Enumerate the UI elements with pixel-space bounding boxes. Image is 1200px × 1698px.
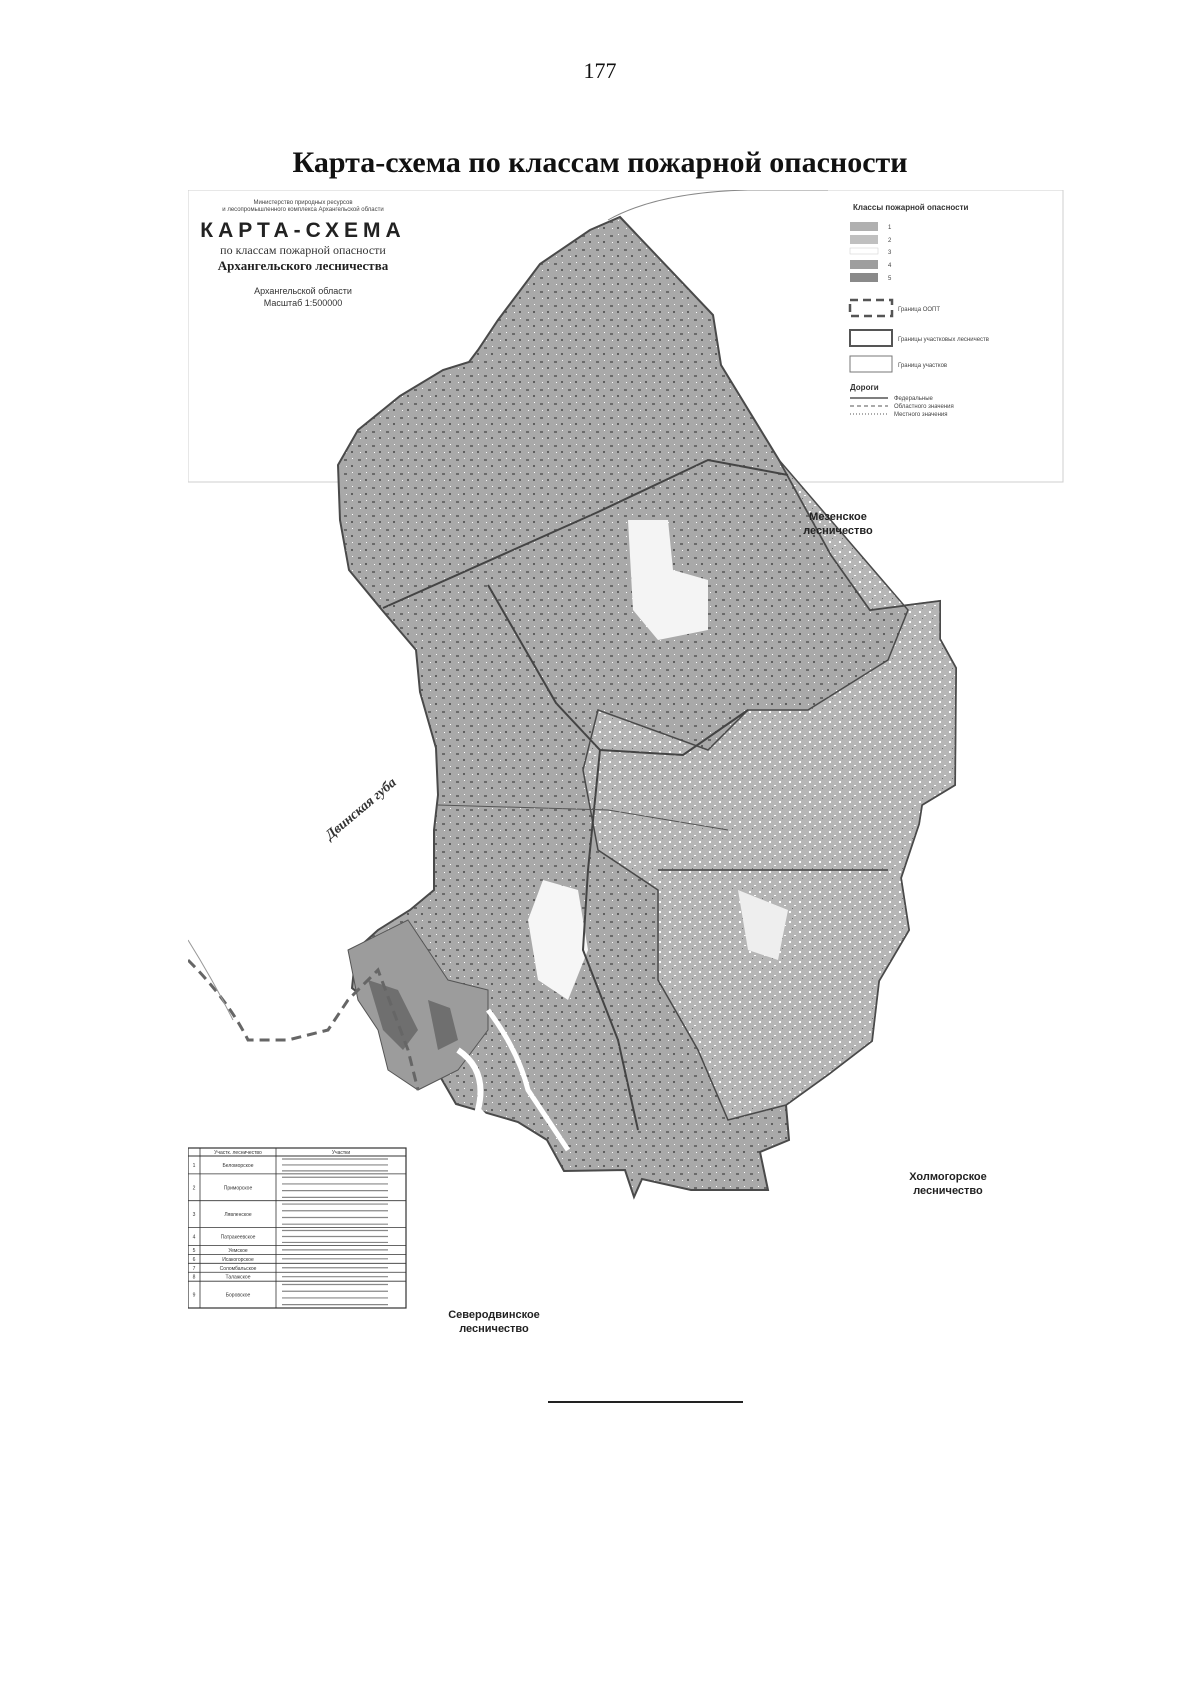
fire-hazard-map bbox=[188, 190, 1064, 1370]
neighbor-mezen-line2: лесничество bbox=[803, 525, 873, 537]
legend-road-local: Местного значения bbox=[894, 412, 948, 418]
legend-swatch-plot bbox=[850, 356, 892, 372]
org-line-2: и лесопромышленного комплекса Архангельской области bbox=[222, 207, 384, 213]
neighbor-severodvinsk-line2: лесничество bbox=[459, 1323, 529, 1335]
legend-swatch-class-1 bbox=[850, 222, 878, 231]
neighbor-mezen-line1: Мезенское bbox=[809, 511, 867, 523]
districts-table bbox=[188, 1148, 406, 1308]
map-title: КАРТА-СХЕМА bbox=[200, 219, 406, 242]
map-title-block bbox=[200, 200, 405, 308]
neighbor-kholmogory-line1: Холмогорское bbox=[909, 1171, 987, 1183]
table-row-number: 1 bbox=[192, 1162, 196, 1169]
table-row-number: 4 bbox=[192, 1234, 196, 1241]
legend-class-2: 2 bbox=[888, 238, 892, 244]
legend-swatch-oopt bbox=[850, 300, 892, 316]
table-row-name: Беломорское bbox=[222, 1162, 254, 1169]
table-row-number: 9 bbox=[192, 1292, 196, 1299]
table-row-name: Лявленское bbox=[224, 1212, 252, 1219]
map-legend bbox=[850, 203, 989, 418]
table-header-plots: Участки bbox=[331, 1150, 351, 1156]
legend-swatch-class-5 bbox=[850, 273, 878, 282]
legend-swatch-district bbox=[850, 330, 892, 346]
legend-road-regional: Областного значения bbox=[894, 404, 954, 410]
neighbor-kholmogory-line2: лесничество bbox=[913, 1185, 983, 1197]
table-row-number: 6 bbox=[192, 1256, 196, 1263]
map-scale: Масштаб 1:500000 bbox=[263, 298, 343, 308]
neighbor-severodvinsk-line1: Северодвинское bbox=[448, 1309, 540, 1321]
table-row-number: 5 bbox=[192, 1247, 196, 1254]
page-title: Карта-схема по классам пожарной опасности bbox=[292, 146, 908, 179]
coastline-west bbox=[188, 940, 233, 1020]
legend-swatch-class-4 bbox=[850, 260, 878, 269]
legend-boundary-oopt: Граница ООПТ bbox=[898, 307, 941, 313]
map-region: Архангельской области bbox=[254, 286, 352, 296]
map-canvas bbox=[188, 190, 1064, 1370]
legend-road-federal: Федеральные bbox=[894, 396, 933, 402]
water-label: Двинская губа bbox=[322, 775, 400, 844]
table-row-name: Исакогорское bbox=[222, 1256, 254, 1263]
legend-class-3: 3 bbox=[888, 250, 892, 256]
map-subtitle: по классам пожарной опасности bbox=[220, 243, 386, 257]
table-row-name: Уемское bbox=[228, 1247, 248, 1254]
footer-rule bbox=[548, 1401, 743, 1403]
table-row-name: Соломбальское bbox=[219, 1265, 257, 1272]
legend-roads-heading: Дороги bbox=[850, 383, 879, 392]
map-name: Архангельского лесничества bbox=[217, 258, 389, 273]
table-row-name: Приморское bbox=[223, 1185, 253, 1192]
table-row-number: 8 bbox=[192, 1274, 196, 1281]
legend-swatch-class-2 bbox=[850, 235, 878, 244]
legend-class-5: 5 bbox=[888, 276, 892, 282]
table-row-number: 7 bbox=[192, 1265, 196, 1272]
page-number: 177 bbox=[583, 58, 617, 83]
table-row-name: Патракеевское bbox=[220, 1234, 256, 1241]
legend-swatch-class-3 bbox=[850, 248, 878, 254]
legend-boundary-plot: Граница участков bbox=[898, 363, 948, 369]
legend-heading: Классы пожарной опасности bbox=[853, 203, 969, 212]
table-row-number: 3 bbox=[192, 1212, 196, 1219]
legend-boundary-district: Границы участковых лесничеств bbox=[898, 337, 989, 343]
table-row-number: 2 bbox=[192, 1185, 196, 1192]
table-header-district: Участк. лесничество bbox=[214, 1150, 262, 1156]
org-line-1: Министерство природных ресурсов bbox=[253, 200, 353, 206]
table-row-name: Талажское bbox=[225, 1274, 251, 1281]
coastline-north bbox=[608, 190, 828, 220]
table-row-name: Боровское bbox=[225, 1292, 251, 1299]
legend-class-4: 4 bbox=[888, 263, 892, 269]
legend-class-1: 1 bbox=[888, 225, 892, 231]
